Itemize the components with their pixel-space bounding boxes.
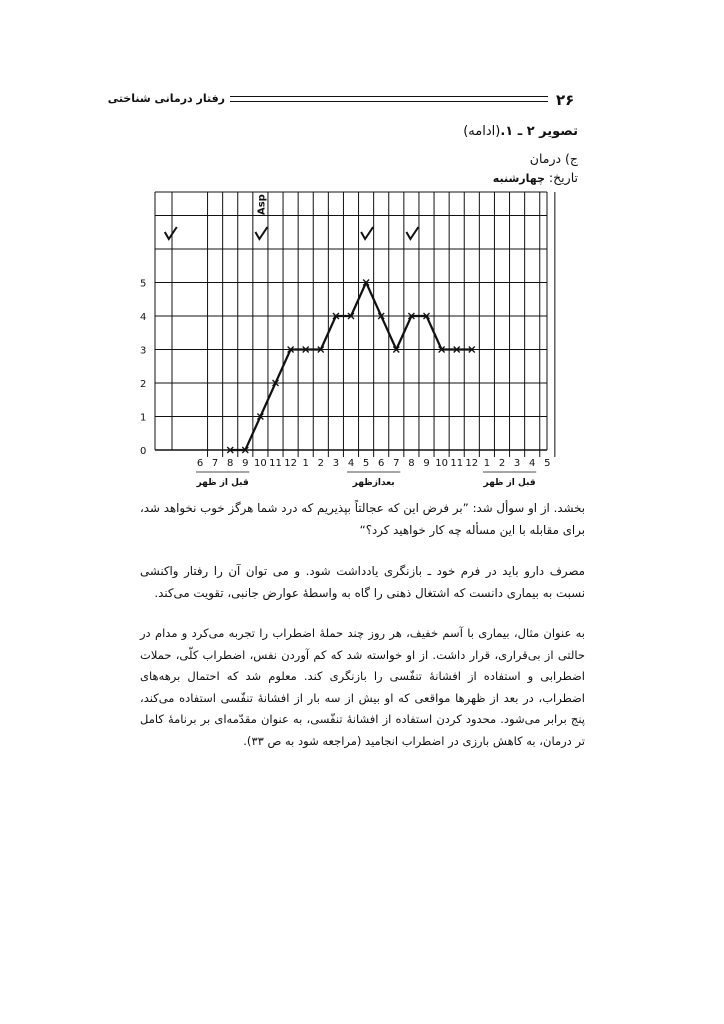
x-tick-label: 9	[423, 458, 430, 469]
x-tick-label: 11	[450, 458, 464, 469]
period-label: قبل از ظهر	[196, 478, 249, 488]
x-tick-label: 1	[302, 458, 309, 469]
x-tick-label: 5	[362, 458, 370, 469]
y-tick-label: 0	[140, 446, 147, 457]
x-tick-label: 8	[227, 458, 234, 469]
x-tick-label: 1	[483, 458, 491, 469]
page-number: ۲۶	[556, 91, 575, 109]
paragraph-2: مصرف دارو باید در فرم خود ـ بازنگری یادداشت شود. و می توان آن را رفتار واکنشی نسبت به بیماری دانست که اشتغال ذهنی را گاه به واسطهٔ عوارض جانبی، تقویت می‌کند.	[140, 564, 585, 600]
paragraph-1: بخشد. از او سوأل شد: ”بر فرض این که عجالتاً بپذیریم که درد شما هرگز خوب نخواهد شد، برای مقابله با این مسأله چه کار خواهید کرد؟“	[140, 501, 585, 537]
figure-caption-continued: (ادامه)	[463, 124, 501, 139]
date-value: چهارشنبه	[492, 172, 545, 185]
figure-caption-number: تصویر ۲ ـ ۱.	[500, 124, 578, 139]
x-tick-label: 2	[317, 458, 324, 469]
x-tick-label: 10	[254, 458, 267, 469]
period-label: قبل از ظهر	[483, 478, 536, 488]
period-label: بعدازظهر	[352, 478, 395, 488]
x-tick-label: 9	[242, 458, 249, 469]
x-tick-label: 3	[332, 458, 340, 469]
x-tick-label: 11	[269, 458, 282, 469]
checkmark-icon	[165, 227, 177, 239]
x-tick-label: 8	[408, 458, 415, 469]
x-tick-label: 4	[347, 458, 355, 469]
header-rule	[230, 96, 548, 102]
checkmark-icon	[406, 227, 418, 239]
anxiety-chart	[140, 190, 570, 500]
x-tick-label: 6	[196, 458, 204, 469]
y-tick-label: 4	[140, 312, 147, 323]
figure-section-label: ج) درمان	[529, 151, 578, 166]
y-tick-label: 2	[140, 379, 147, 390]
running-title: رفتار درمانی شناختی	[107, 92, 225, 105]
checkmark-icon	[255, 227, 267, 239]
x-tick-label: 12	[284, 458, 297, 469]
figure-date	[493, 170, 578, 185]
date-label: تاریخ:	[548, 170, 578, 185]
data-line	[230, 283, 472, 451]
x-tick-label: 6	[378, 458, 385, 469]
x-tick-label: 12	[465, 458, 479, 469]
annotation-label: Asp	[256, 194, 268, 215]
x-tick-label: 3	[513, 458, 521, 469]
x-tick-label: 7	[393, 458, 400, 469]
checkmark-icon	[361, 227, 373, 239]
paragraph-3: به عنوان مثال، بیماری با آسم خفیف، هر روز چند حملهٔ اضطراب را تجربه می‌کرد و مدام در حالتی از بی‌قراری، قرار داشت. از او خواسته شد که کم آوردن نفس، اضطراب کلّی، حملات اضطرابی و استفاده از افشانهٔ تنفّسی را بازنگری کند. معلوم شد که احتمال برهه‌های اضطراب، در بعد از ظهرها مواقعی که او بیش از سه بار از افشانهٔ تنفّسی استفاده می‌کند، پنج برابر می‌شود. محدود کردن استفاده از افشانهٔ تنفّسی، به عنوان مقدّمه‌ای بر برنامهٔ کامل تر درمان، به کاهش بارزی در اضطراب انجامید (مراجعه شود به ص ۳۳).	[140, 626, 585, 748]
x-tick-label: 7	[211, 458, 219, 469]
y-tick-label: 3	[140, 345, 147, 357]
y-tick-label: 5	[140, 278, 147, 290]
x-tick-label: 4	[529, 458, 536, 469]
x-tick-label: 5	[544, 458, 551, 469]
figure-caption	[463, 124, 578, 139]
x-tick-label: 10	[435, 458, 448, 469]
x-tick-label: 2	[498, 458, 506, 469]
y-tick-label: 1	[140, 412, 147, 424]
